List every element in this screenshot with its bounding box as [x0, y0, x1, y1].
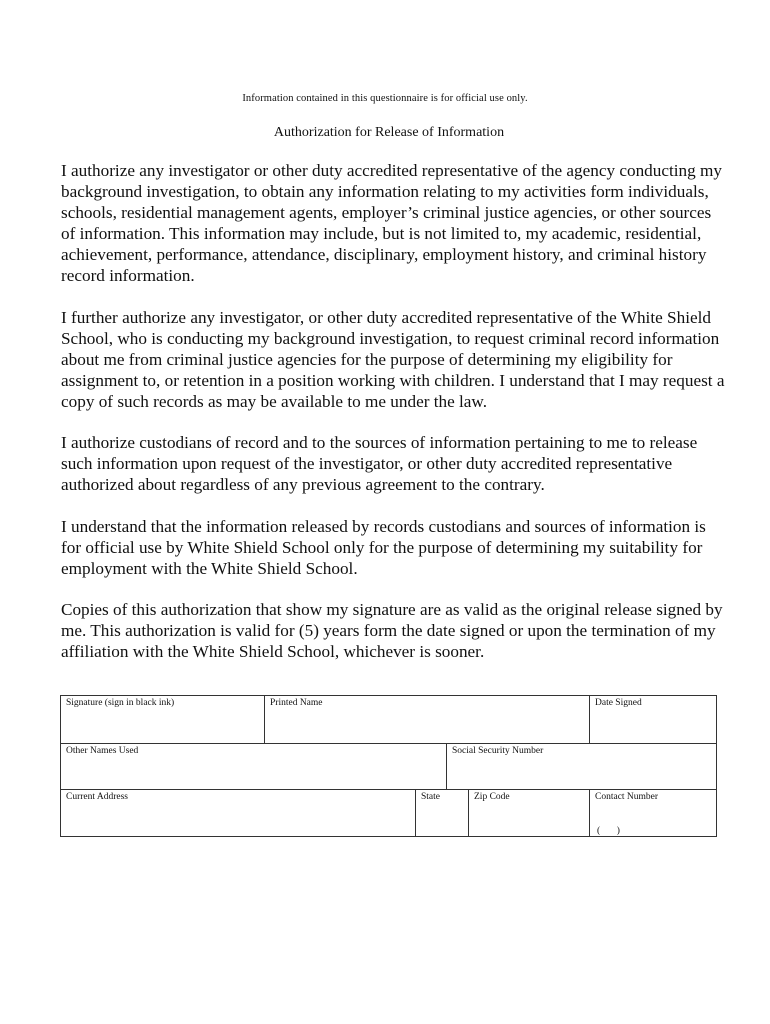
- current-address-field[interactable]: [61, 790, 415, 837]
- other-names-field[interactable]: [61, 744, 446, 789]
- paragraph-5: Copies of this authorization that show my signature are as valid as the original release signed by me. This authorization is valid for (5) years form the date signed or upon the termination of my affiliation with the White Shield School, whichever is sooner.: [61, 600, 723, 661]
- ssn-field[interactable]: [447, 744, 716, 789]
- printed-name-field[interactable]: [265, 696, 589, 743]
- state-field[interactable]: [416, 790, 468, 837]
- paragraph-2: I further authorize any investigator, or other duty accredited representative of the White Shield School, who is conducting my background investigation, to request criminal record information about me from criminal justice agencies for the purpose of determining my eligibility for assignment to, or retention in a position working with children. I understand that I may request a copy of such records as may be available to me under the law.: [61, 307, 725, 411]
- current-address-label: Current Address: [66, 792, 129, 802]
- paragraph-3: I authorize custodians of record and to the sources of information pertaining to me to release such information upon request of the investigator, or other duty accredited representative authorized about regardless of any previous agreement to the contrary.: [61, 433, 698, 494]
- date-signed-field[interactable]: [590, 696, 716, 743]
- zip-code-field[interactable]: [469, 790, 589, 837]
- state-label: State: [421, 792, 440, 802]
- official-use-notice: Information contained in this questionnaire is for official use only.: [242, 93, 528, 104]
- other-names-label: Other Names Used: [66, 746, 139, 756]
- area-code-parentheses: ( ): [597, 826, 620, 836]
- ssn-label: Social Security Number: [452, 746, 544, 756]
- paragraph-1: I authorize any investigator or other duty accredited representative of the agency conducting my background investigation, to obtain any information relating to my activities form individuals, schools, residential management agents, employer’s criminal justice agencies, or other sources of information. This information may include, but is not limited to, my academic, residential, achievement, performance, attendance, disciplinary, employment history, and criminal history record information.: [61, 161, 722, 285]
- paragraph-4: I understand that the information released by records custodians and sources of information is for official use by White Shield School only for the purpose of determining my suitability for employment with the White Shield School.: [61, 516, 706, 578]
- signature-label: Signature (sign in black ink): [66, 698, 175, 708]
- printed-name-label: Printed Name: [270, 698, 323, 708]
- date-signed-label: Date Signed: [595, 698, 642, 708]
- signature-field[interactable]: [61, 696, 264, 743]
- authorization-body: [61, 160, 729, 683]
- form-title: Authorization for Release of Information: [273, 125, 505, 140]
- applicant-info-form: [60, 695, 717, 837]
- contact-number-label: Contact Number: [595, 792, 659, 802]
- zip-code-label: Zip Code: [474, 792, 510, 802]
